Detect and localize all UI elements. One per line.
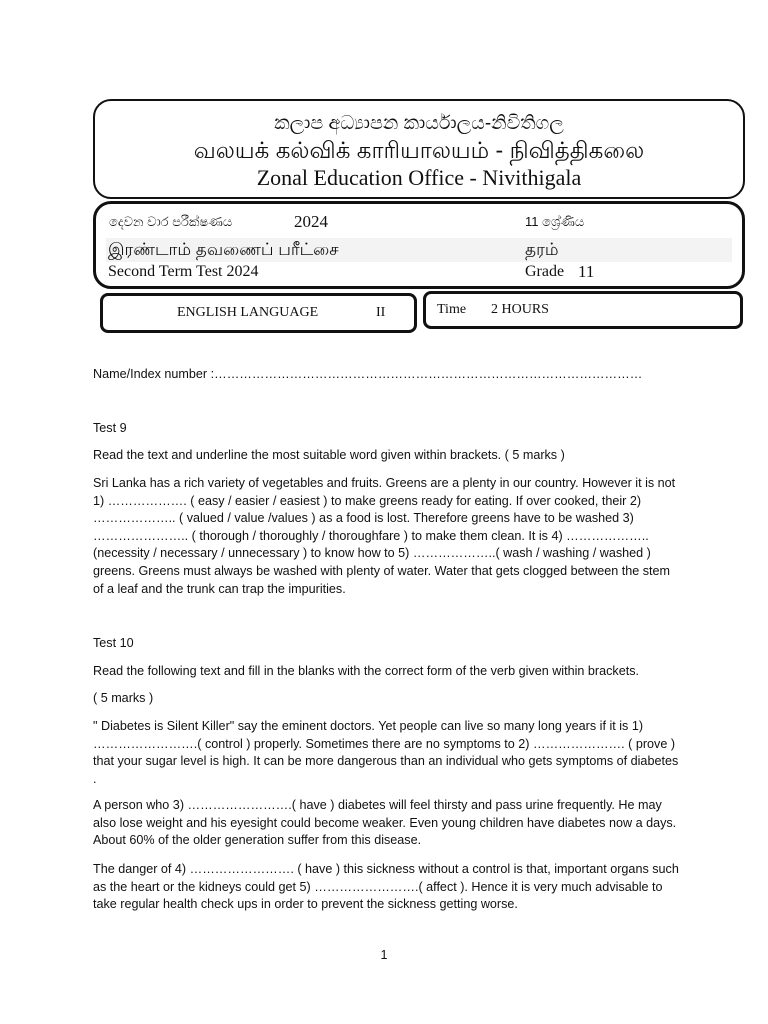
english-grade-label: Grade <box>525 263 565 280</box>
time-label: Time <box>437 302 467 317</box>
test10-marks: ( 5 marks ) <box>93 691 154 705</box>
test10-instruction: Read the following text and fill in the blanks with the correct form of the verb given within brackets. <box>93 664 640 678</box>
test10-paragraph-1: " Diabetes is Silent Killer" say the eminent doctors. Yet people can live so many long years if it is 1) …………………….( control ) properly. Sometimes there are no symptoms to 2) …………………. ( prove ) that your sugar level is high. It can be more dangerous than an individual who gets symptoms of diabetes . <box>93 719 679 786</box>
tamil-term-label: இரண்டாம் தவணைப் பரீட்சை <box>108 240 339 259</box>
test10-title: Test 10 <box>93 636 134 650</box>
office-header-box <box>93 99 745 199</box>
sinhala-grade-label: 11 ශ්‍රේණිය <box>525 214 585 229</box>
grade-number: 11 <box>578 262 595 281</box>
test9-title: Test 9 <box>93 421 127 435</box>
tamil-office-name: வலயக் கல்விக் காரியாலயம் - நிவித்திகலை <box>193 137 645 163</box>
term-year: 2024 <box>294 212 328 231</box>
time-box <box>423 291 743 329</box>
test9-instruction: Read the text and underline the most suitable word given within brackets. ( 5 marks ) <box>93 448 565 462</box>
test10-paragraph-3: The danger of 4) ……………………. ( have ) this sickness without a control is that, important organs such as the heart or the kidneys could get 5) …………………….( affect ). Hence it is very much advisable to take regular health check ups in order to prevent the sickness getting worse. <box>93 862 679 912</box>
time-value: 2 HOURS <box>491 302 549 317</box>
term-info-box <box>93 201 745 289</box>
sinhala-term-label: දෙවන වාර පරීක්ෂණය <box>109 214 233 229</box>
paper-number: II <box>376 305 386 320</box>
sinhala-office-name: කලාප අධ්‍යාපන කාර්යාලය-නිවිතිගල <box>274 113 564 134</box>
english-term-label: Second Term Test 2024 <box>108 263 259 280</box>
page-number: 1 <box>380 948 388 962</box>
subject-box <box>100 293 417 333</box>
name-index-field: Name/Index number :………………………………………………………………………………………… <box>93 367 643 381</box>
english-office-name: Zonal Education Office - Nivithigala <box>256 165 582 190</box>
tamil-grade-label: தரம் <box>525 240 559 259</box>
test10-paragraph-2: A person who 3) …………………….( have ) diabetes will feel thirsty and pass urine frequently. He may also lose weight and his eyesight could become weaker. Even young children have diabetes now a days. About 60% of the older generation suffer from this disease. <box>93 798 677 848</box>
subject-name: ENGLISH LANGUAGE <box>177 305 319 320</box>
test9-passage: Sri Lanka has a rich variety of vegetables and fruits. Greens are a plenty in our country. However it is not 1) ………………. ( easy / easier / easiest ) to make greens ready for eating. If over cooked, their 2) ……………….. ( valued / value /values ) as a food is lost. Therefore greens have to be washed 3) ………………….. ( thorough / thoroughly / thoroughfare ) to make them clean. It is 4) ………………..(necessity / necessary / unnecessary ) to know how to 5) ………………..( wash / washing / washed ) greens. Greens must always be washed with plenty of water. Water that gets clogged between the stem of a leaf and the trunk can trap the impurities. <box>93 476 676 596</box>
